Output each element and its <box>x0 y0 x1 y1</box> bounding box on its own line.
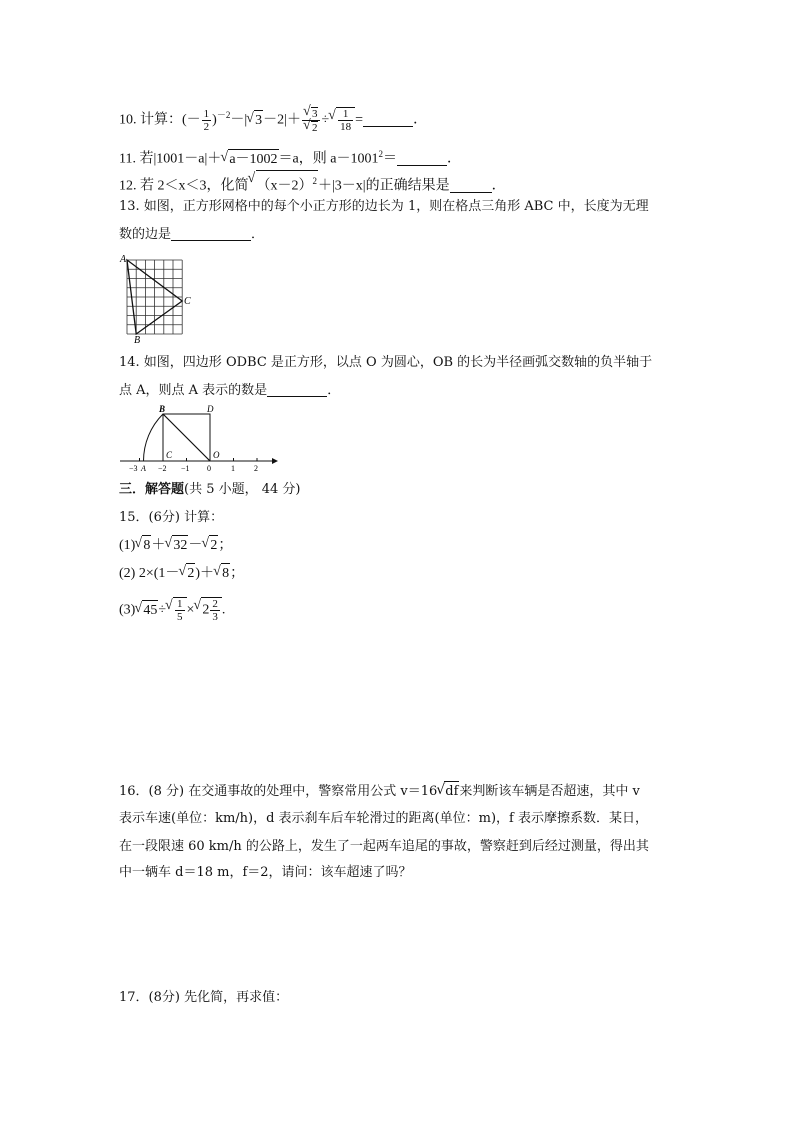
answer-blank[interactable] <box>450 178 492 193</box>
answer-blank[interactable] <box>267 382 327 397</box>
tick-2: 2 <box>254 464 258 473</box>
question-16-line2: 表示车速(单位：km/h)，d 表示刹车后车轮滑过的距离(单位：m)，f 表示摩擦系数．某日， <box>119 811 648 826</box>
question-16-line1: 16．(8 分) 在交通事故的处理中，警察常用公式 v＝16√ df来判断该车辆是否超速，其中 v <box>119 781 640 802</box>
question-15-part-2: (2) 2×(1－√ 2)＋√ 8； <box>119 563 244 584</box>
section-3-heading: 三．解答题(共 5 小题， 44 分) <box>119 482 301 497</box>
label-C: C <box>166 450 173 460</box>
label-A: A <box>141 464 146 473</box>
answer-blank[interactable] <box>171 226 251 241</box>
question-15-part-3: (3)√ 45÷ √ $\frac{1}{5}$ ×√ 2 $\frac{2}{3}$ . <box>119 597 225 623</box>
label-A: A <box>120 254 127 265</box>
question-14-line1: 14. 如图，四边形 ODBC 是正方形，以点 O 为圆心，OB 的长为半径画弧交数轴的负半轴于 <box>119 355 653 370</box>
tick-1: 1 <box>231 464 235 473</box>
question-13-line1: 13. 如图，正方形网格中的每个小正方形的边长为 1，则在格点三角形 ABC 中，长度为无理 <box>119 199 649 214</box>
label-B: B <box>159 404 166 414</box>
label-C: C <box>184 296 191 307</box>
q13-grid-figure <box>117 252 197 344</box>
q14-number-line-figure <box>115 402 280 474</box>
tick-minus-3: −3 <box>129 464 138 473</box>
label-O: O <box>213 450 220 460</box>
label-D: D <box>207 404 214 414</box>
answer-blank[interactable] <box>363 112 413 127</box>
question-10: 10. 计算：(－ $\frac{1}{2}$ )$^{-2}$－|√ 3－2|＋ √ 3 √ 2 ÷ √ $\frac{1}{18}$ = ． <box>119 105 427 134</box>
label-B: B <box>134 335 141 344</box>
question-15-heading: 15．(6分) 计算： <box>119 510 224 525</box>
tick-0: 0 <box>207 464 211 473</box>
answer-blank[interactable] <box>397 151 447 166</box>
tick-minus-1: −1 <box>181 464 190 473</box>
q10-label: 10. 计算： <box>119 112 182 128</box>
question-14-line2: 点 A，则点 A 表示的数是 ． <box>119 383 341 398</box>
question-16-line4: 中一辆车 d＝18 m，f＝2，请问：该车超速了吗？ <box>119 865 412 880</box>
question-16-line3: 在一段限速 60 km/h 的公路上，发生了一起两车追尾的事故，警察赶到后经过测量，得出其 <box>119 839 649 854</box>
question-17-heading: 17．(8分) 先化简，再求值： <box>119 990 289 1005</box>
question-12: 12. 若 2＜x＜3，化简√ $(x-2)^2+|3-x|$的正确结果是 ． <box>119 170 506 197</box>
tick-minus-2: −2 <box>158 464 167 473</box>
question-15-part-1: (1)√ 8＋√ 32－√ 2； <box>119 535 232 556</box>
question-11: 11. 若|1001－a|＋√ a－1002＝a，则 $a-1001^2=$ ． <box>119 144 461 170</box>
question-13-line2: 数的边是 ． <box>119 227 265 242</box>
